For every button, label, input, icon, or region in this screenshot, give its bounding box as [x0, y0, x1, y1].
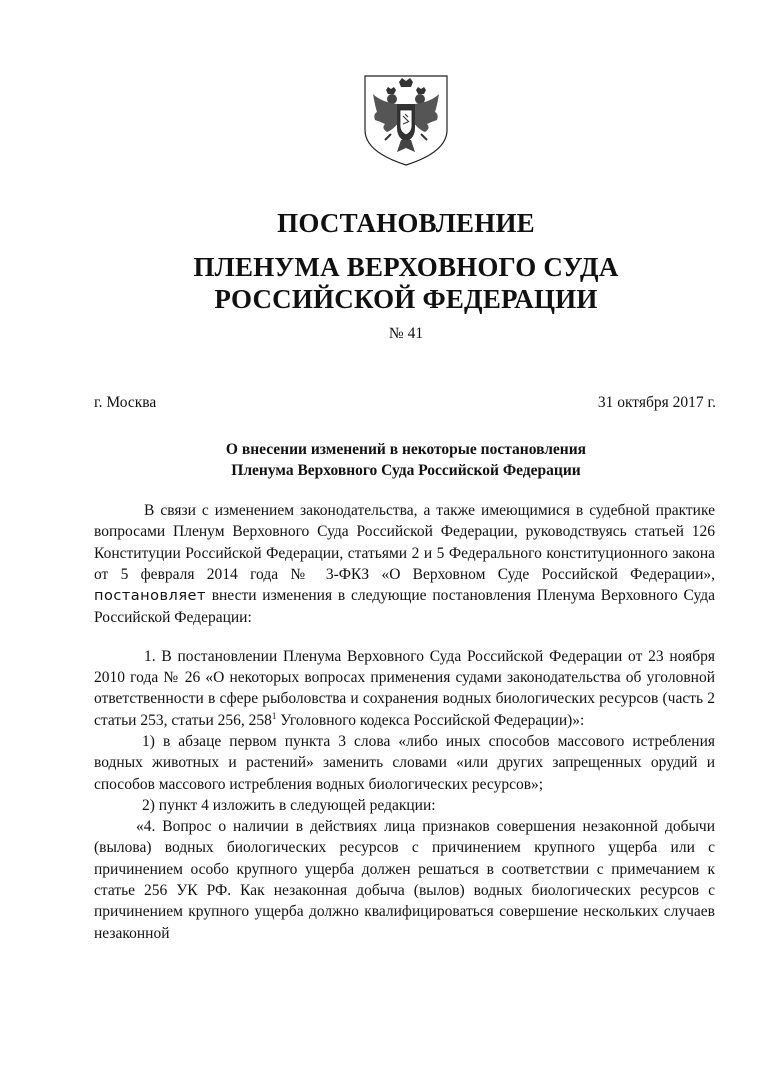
document-title-line2: ПЛЕНУМА ВЕРХОВНОГО СУДА: [193, 252, 619, 282]
document-number: № 41: [388, 325, 424, 342]
subject-line2: Пленума Верховного Суда Российской Федерации: [231, 462, 581, 479]
intro-keyword: постановляет: [94, 588, 206, 605]
document-city: г. Москва: [94, 394, 157, 411]
intro-text-part2: внести изменения в следующие постановления Пленума Верховного Суда Российской Федерации:: [94, 587, 715, 627]
item1-text-part1: 1. В постановлении Пленума Верховного Суда Российской Федерации от 23 ноября 2010 года № 26 «О некоторых вопросах применения судами законодательства об уголовной ответственности в сфере рыболовства и сохранения водных биологических ресурсов (часть 2 статьи 253, статьи 256, 258: [94, 647, 715, 729]
subitem2-paragraph: 2) пункт 4 изложить в следующей редакции:: [142, 796, 436, 814]
quote-paragraph: «4. Вопрос о наличии в действиях лица признаков совершения незаконной добычи (вылова) водных биологических ресурсов с причинением крупного ущерба или с причинением особо крупного ущерба должен решаться в соответствии с примечанием к статье 256 УК РФ. Как незаконная добыча (вылов) водных биологических ресурсов с причинением крупного ущерба должно квалифицироваться совершение нескольких случаев незаконной: [94, 818, 715, 942]
document-title-line3: РОССИЙСКОЙ ФЕДЕРАЦИИ: [214, 284, 598, 314]
double-headed-eagle-icon: [361, 72, 451, 168]
intro-text-part1: В связи с изменением законодательства, а также имеющимися в судебной практике вопросами Пленум Верховного Суда Российской Федерации, руководствуясь статьей 126 Конституции Российской Федерации, статьями 2 и 5 Федерального конституционного закона от 5 февраля 2014 года № 3-ФКЗ «О Верховном Суде Российской Федерации»,: [94, 502, 715, 583]
item1-paragraph: [94, 646, 715, 731]
document-date: 31 октября 2017 г.: [597, 394, 716, 411]
subject-line1: О внесении изменений в некоторые постановления: [225, 441, 587, 458]
subitem1-paragraph: 1) в абзаце первом пункта 3 слова «либо иных способов массового истребления водных животных и растений» заменить словами «или других запрещенных орудий и способов массового истребления водных биологических ресурсов»;: [94, 732, 715, 793]
intro-paragraph: [94, 500, 715, 629]
item1-text-part2: Уголовного кодекса Российской Федерации)»:: [276, 711, 585, 729]
coat-of-arms-emblem: [361, 72, 451, 168]
item1-superscript: 1: [271, 710, 277, 721]
document-body: [94, 500, 715, 944]
document-title-line1: ПОСТАНОВЛЕНИЕ: [277, 208, 535, 238]
